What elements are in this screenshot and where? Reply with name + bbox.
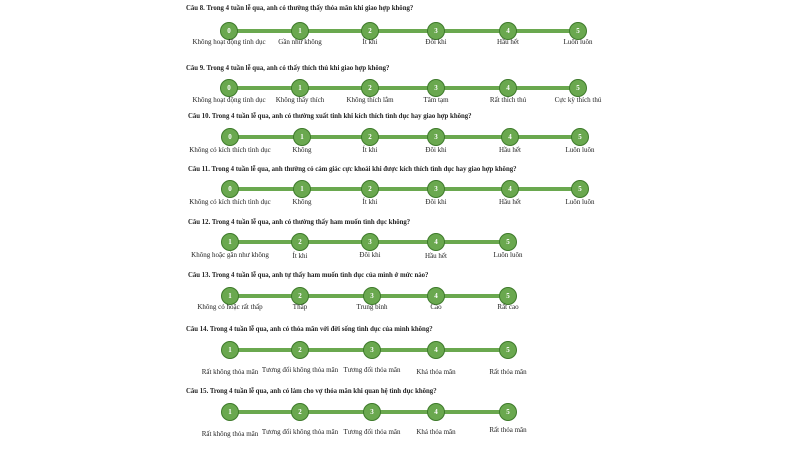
scale-option-2[interactable]: 2	[361, 180, 379, 198]
scale-option-5[interactable]: 5	[499, 403, 517, 421]
scale-option-2[interactable]: 2	[291, 341, 309, 359]
scale-option-label: Luôn luôn	[565, 146, 595, 154]
scale-option-label: Tương đối thỏa mãn	[343, 428, 401, 436]
scale-option-2[interactable]: 2	[361, 79, 379, 97]
scale-option-label: Hầu hết	[499, 198, 521, 206]
scale-option-5[interactable]: 5	[569, 79, 587, 97]
scale-option-2[interactable]: 2	[291, 403, 309, 421]
scale-option-label: Rất không thỏa mãn	[201, 430, 259, 438]
scale-option-label: Ít khi	[362, 198, 378, 206]
scale-option-label: Không hoạt động tình dục	[192, 38, 266, 46]
scale-option-label: Khá thỏa mãn	[416, 428, 456, 436]
scale-option-label: Luôn luôn	[565, 198, 595, 206]
scale-option-4[interactable]: 4	[499, 79, 517, 97]
question-title: Câu 13. Trong 4 tuần lễ qua, anh tự thấy ham muốn tình dục của mình ở mức nào?	[188, 272, 429, 279]
scale-option-label: Cực kỳ thích thú	[554, 96, 602, 104]
scale-option-1[interactable]: 1	[291, 22, 309, 40]
scale-option-5[interactable]: 5	[569, 22, 587, 40]
scale-option-3[interactable]: 3	[363, 287, 381, 305]
scale-option-4[interactable]: 4	[501, 128, 519, 146]
scale-option-5[interactable]: 5	[571, 180, 589, 198]
scale-option-3[interactable]: 3	[363, 341, 381, 359]
scale-option-label: Đôi khi	[425, 198, 447, 206]
scale-option-5[interactable]: 5	[499, 287, 517, 305]
scale-option-label: Không thấy thích	[275, 96, 325, 104]
scale-option-1[interactable]: 1	[293, 180, 311, 198]
scale-option-label: Đôi khi	[359, 251, 381, 259]
scale-option-label: Không	[292, 146, 312, 154]
question-title: Câu 12. Trong 4 tuần lễ qua, anh có thường thấy ham muốn tình dục không?	[188, 219, 411, 226]
scale-option-5[interactable]: 5	[571, 128, 589, 146]
scale-option-5[interactable]: 5	[499, 341, 517, 359]
scale-option-1[interactable]: 1	[291, 79, 309, 97]
scale-option-0[interactable]: 0	[220, 22, 238, 40]
scale-option-3[interactable]: 3	[427, 79, 445, 97]
scale-option-label: Đôi khi	[425, 38, 447, 46]
scale-option-label: Tương đối thỏa mãn	[343, 366, 401, 374]
scale-option-label: Ít khi	[362, 146, 378, 154]
scale-option-4[interactable]: 4	[501, 180, 519, 198]
question-title: Câu 10. Trong 4 tuần lễ qua, anh có thường xuất tinh khi kích thích tình dục hay giao hợp không?	[188, 113, 472, 120]
scale-option-label: Thấp	[292, 303, 308, 311]
scale-option-4[interactable]: 4	[499, 22, 517, 40]
scale-option-5[interactable]: 5	[499, 233, 517, 251]
question-title: Câu 11. Trong 4 tuần lễ qua, anh thường có cảm giác cực khoái khi được kích thích tình dục hay giao hợp không?	[188, 166, 517, 173]
scale-option-label: Hầu hết	[425, 252, 447, 260]
scale-option-1[interactable]: 1	[221, 341, 239, 359]
scale-option-label: Luôn luôn	[563, 38, 593, 46]
question-title: Câu 9. Trong 4 tuần lễ qua, anh có thấy thích thú khi giao hợp không?	[186, 65, 390, 72]
scale-option-label: Không thích lắm	[346, 96, 394, 104]
scale-option-label: Tâm tạm	[423, 96, 449, 104]
scale-option-label: Ít khi	[292, 252, 308, 260]
scale-option-3[interactable]: 3	[427, 128, 445, 146]
scale-option-1[interactable]: 1	[221, 403, 239, 421]
scale-option-4[interactable]: 4	[427, 403, 445, 421]
scale-option-label: Không hoạt động tình dục	[192, 96, 266, 104]
scale-option-3[interactable]: 3	[361, 233, 379, 251]
scale-option-2[interactable]: 2	[361, 22, 379, 40]
scale-option-label: Rất không thỏa mãn	[201, 368, 259, 376]
scale-option-2[interactable]: 2	[291, 233, 309, 251]
scale-option-label: Không	[292, 198, 312, 206]
scale-option-0[interactable]: 0	[220, 79, 238, 97]
scale-option-label: Khá thỏa mãn	[416, 368, 456, 376]
scale-option-4[interactable]: 4	[427, 287, 445, 305]
scale-option-3[interactable]: 3	[363, 403, 381, 421]
scale-option-label: Không có kích thích tình dục	[189, 198, 271, 206]
scale-option-label: Rất thỏa mãn	[489, 368, 527, 376]
scale-option-1[interactable]: 1	[293, 128, 311, 146]
scale-option-2[interactable]: 2	[291, 287, 309, 305]
scale-option-label: Hầu hết	[499, 146, 521, 154]
scale-option-label: Rất thích thú	[489, 96, 527, 104]
scale-option-label: Trung bình	[356, 303, 388, 311]
scale-option-label: Không hoặc gần như không	[191, 251, 269, 259]
question-title: Câu 8. Trong 4 tuần lễ qua, anh có thường thấy thỏa mãn khi giao hợp không?	[186, 5, 414, 12]
scale-option-label: Tương đối không thỏa mãn	[261, 366, 339, 374]
question-title: Câu 15. Trong 4 tuần lễ qua, anh có làm cho vợ thỏa mãn khi quan hệ tình dục không?	[186, 388, 437, 395]
scale-option-1[interactable]: 1	[221, 233, 239, 251]
scale-line	[229, 29, 578, 33]
scale-option-label: Rất cao	[497, 303, 519, 311]
scale-line	[229, 86, 578, 90]
scale-option-label: Đôi khi	[425, 146, 447, 154]
scale-option-label: Tương đối không thỏa mãn	[261, 428, 339, 436]
scale-option-label: Ít khi	[362, 38, 378, 46]
scale-option-0[interactable]: 0	[221, 128, 239, 146]
scale-option-2[interactable]: 2	[361, 128, 379, 146]
scale-option-label: Luôn luôn	[493, 251, 523, 259]
scale-option-label: Không có hoặc rất thấp	[197, 303, 263, 311]
scale-option-3[interactable]: 3	[427, 22, 445, 40]
scale-option-label: Cao	[430, 303, 442, 311]
scale-option-label: Không có kích thích tình dục	[189, 146, 271, 154]
scale-option-label: Hầu hết	[497, 38, 519, 46]
scale-option-4[interactable]: 4	[427, 233, 445, 251]
scale-option-4[interactable]: 4	[427, 341, 445, 359]
scale-option-label: Gần như không	[278, 38, 322, 46]
scale-option-3[interactable]: 3	[427, 180, 445, 198]
scale-option-1[interactable]: 1	[221, 287, 239, 305]
question-title: Câu 14. Trong 4 tuần lễ qua, anh có thỏa mãn với đời sống tình dục của mình không?	[186, 326, 433, 333]
scale-option-label: Rất thỏa mãn	[489, 426, 527, 434]
scale-line	[230, 187, 580, 191]
scale-option-0[interactable]: 0	[221, 180, 239, 198]
scale-line	[230, 135, 580, 139]
